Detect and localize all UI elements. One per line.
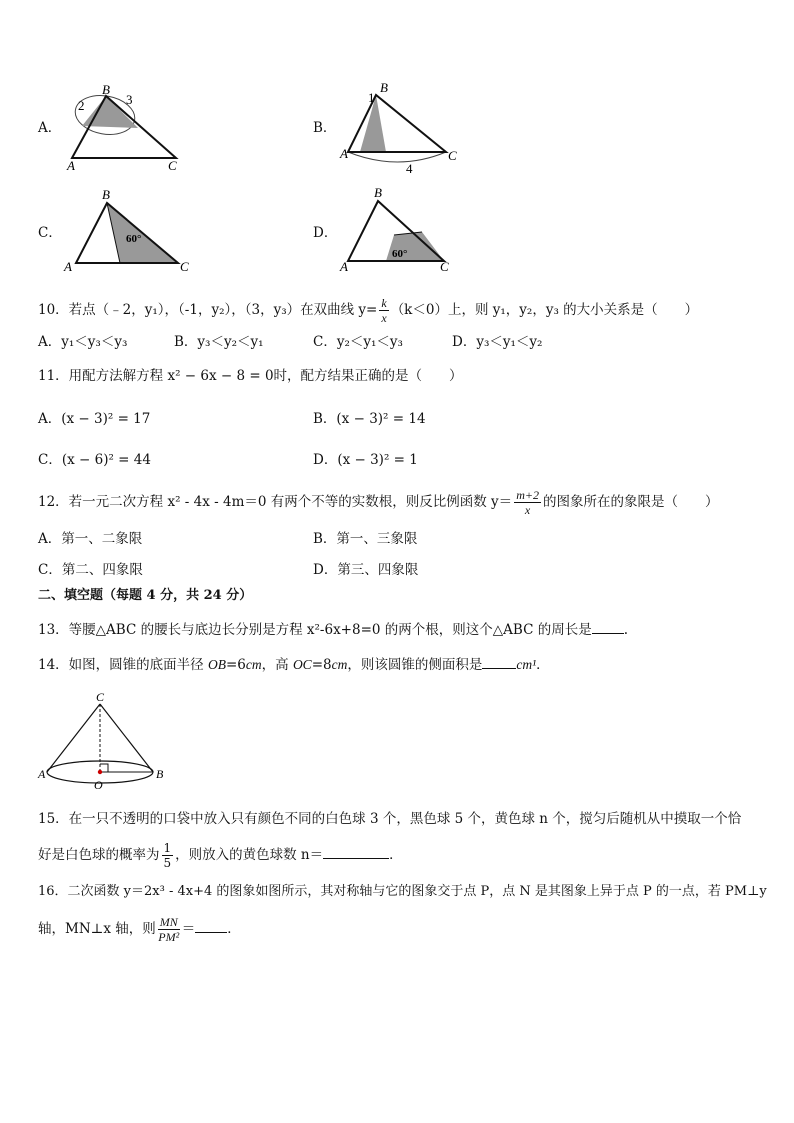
vertex-b: B: [102, 82, 110, 97]
label-3: 3: [126, 92, 133, 107]
q14-mid1: =6: [225, 657, 246, 673]
q12-option-a[interactable]: A．第一、二象限: [38, 531, 143, 547]
question-11: 11．用配方法解方程 x² − 6x − 8 = 0时，配方结果正确的是（ ）: [38, 368, 463, 384]
vertex-a: A: [340, 259, 348, 274]
q15-pre: 好是白色球的概率为: [38, 847, 160, 863]
option-a-label: A．: [38, 120, 62, 136]
figure-option-c: [60, 187, 200, 279]
q15-end: ．: [389, 847, 403, 863]
q11-option-c[interactable]: C．(x − 6)² = 44: [38, 452, 151, 468]
cone-vertex-c: C: [96, 690, 105, 704]
answer-blank[interactable]: [195, 920, 227, 933]
q14-unit-area: cm¹: [516, 657, 537, 672]
angle-60: 60°: [392, 248, 408, 260]
q12-stem-post: 的图象所在的象限是（ ）: [542, 494, 719, 510]
label-4: 4: [406, 161, 413, 176]
q16-post: ＝: [181, 921, 196, 937]
vertex-b: B: [102, 187, 110, 202]
angle-60: 60°: [126, 233, 142, 245]
q11-option-d[interactable]: D．(x − 3)² = 1: [313, 452, 418, 468]
question-13: [38, 621, 628, 638]
q14-pre: 14．如图，圆锥的底面半径: [38, 657, 208, 673]
q15-fraction: [162, 841, 174, 870]
q10-option-b[interactable]: B．y₃＜y₂＜y₁: [174, 334, 264, 350]
frac-numerator: k: [381, 296, 387, 310]
cone-figure: [36, 688, 168, 792]
q10-option-a[interactable]: A．y₁＜y₃＜y₃: [38, 334, 128, 350]
question-10: [38, 296, 698, 325]
section-heading: 二、填空题（每题 4 分，共 24 分）: [38, 588, 253, 603]
q14-end: ．: [536, 657, 550, 673]
vertex-c: C: [168, 158, 177, 173]
q10-option-d[interactable]: D．y₃＜y₁＜y₂: [452, 334, 543, 350]
answer-blank[interactable]: [592, 621, 624, 634]
frac-numerator: 1: [163, 841, 172, 855]
vertex-a: A: [64, 259, 72, 274]
frac-numerator: MN: [159, 915, 178, 929]
cone-center-o: O: [94, 778, 103, 792]
question-16-line-1: 16．二次函数 y＝2x³ - 4x+4 的图象如图所示，其对称轴与它的图象交于点 P，点 N 是其图象上异于点 P 的一点，若 PM⊥y: [38, 884, 767, 899]
answer-blank[interactable]: [482, 656, 516, 669]
q12-fraction: [514, 488, 541, 517]
question-12: [38, 488, 718, 517]
q10-stem-pre: 10．若点（﹣2，y₁），（-1，y₂），（3，y₃）在双曲线 y=: [38, 302, 378, 318]
q12-stem-pre: 12．若一元二次方程 x² - 4x - 4m＝0 有两个不等的实数根，则反比例函数 y＝: [38, 494, 513, 510]
label-2: 2: [78, 98, 85, 113]
q10-stem-post: （k＜0）上，则 y₁，y₂，y₃ 的大小关系是（ ）: [390, 302, 699, 318]
frac-denominator: x: [381, 311, 387, 325]
q14-oc: OC: [292, 657, 312, 672]
option-b-label: B．: [313, 120, 337, 136]
q14-ob: OB: [207, 657, 226, 672]
q14-post: ，则该圆锥的侧面积是: [347, 657, 483, 673]
q12-option-c[interactable]: C．第二、四象限: [38, 562, 143, 578]
q13-end: .: [623, 622, 628, 638]
vertex-a: A: [67, 158, 75, 173]
vertex-c: C: [180, 259, 189, 274]
q14-mid2: ，高: [261, 657, 293, 673]
question-16-line-2: [38, 915, 241, 944]
q14-unit-1: cm: [245, 657, 262, 672]
option-d-label: D．: [313, 225, 338, 241]
q16-pre: 轴，MN⊥x 轴，则: [38, 921, 156, 937]
vertex-a: A: [340, 146, 348, 161]
vertex-b: B: [380, 80, 388, 95]
frac-denominator: x: [524, 503, 531, 517]
cone-point-b: B: [156, 767, 164, 781]
q13-stem: 13．等腰△ABC 的腰长与底边长分别是方程 x²-6x+8=0 的两个根，则这个△ABC 的周长是: [38, 622, 592, 638]
figure-option-b: [336, 80, 466, 176]
frac-numerator: m+2: [516, 488, 539, 502]
question-14: [38, 656, 550, 673]
cone-point-a: A: [38, 767, 46, 781]
q15-post: ，则放入的黄色球数 n＝: [175, 847, 324, 863]
answer-blank[interactable]: [323, 846, 389, 859]
q11-option-b[interactable]: B．(x − 3)² = 14: [313, 411, 426, 427]
figure-option-d: [336, 185, 466, 279]
q11-option-a[interactable]: A．(x − 3)² = 17: [38, 411, 151, 427]
q10-option-c[interactable]: C．y₂＜y₁＜y₃: [313, 334, 403, 350]
figure-option-a: [60, 82, 190, 174]
q14-mid3: =8: [311, 657, 332, 673]
label-1: 1: [368, 90, 375, 105]
q16-end: ．: [227, 921, 241, 937]
frac-denominator: PM²: [158, 930, 180, 944]
q12-option-d[interactable]: D．第三、四象限: [313, 562, 419, 578]
q10-fraction: [379, 296, 388, 325]
vertex-c: C: [440, 259, 449, 274]
vertex-c: C: [448, 148, 457, 163]
question-15-line-1: 15．在一只不透明的口袋中放入只有颜色不同的白色球 3 个，黑色球 5 个，黄色球 n 个，搅匀后随机从中摸取一个恰: [38, 811, 742, 827]
q16-fraction: [158, 915, 180, 944]
frac-denominator: 5: [163, 856, 172, 870]
q12-option-b[interactable]: B．第一、三象限: [313, 531, 418, 547]
vertex-b: B: [374, 185, 382, 200]
question-15-line-2: [38, 841, 403, 870]
q14-unit-2: cm: [331, 657, 348, 672]
option-c-label: C．: [38, 225, 62, 241]
